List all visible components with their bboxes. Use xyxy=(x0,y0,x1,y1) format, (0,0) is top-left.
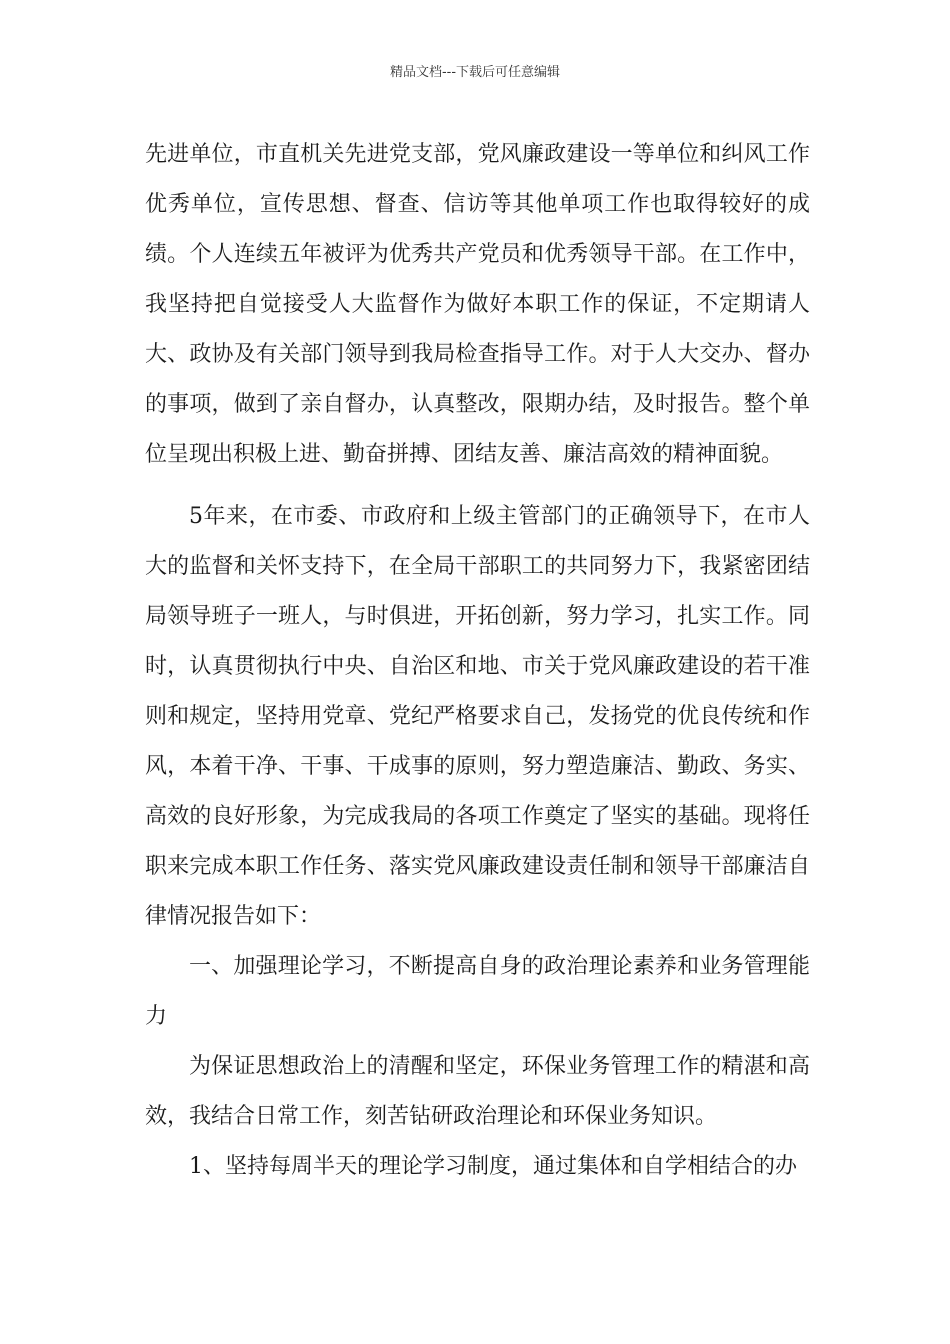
paragraph-continuation: 先进单位，市直机关先进党支部，党风廉政建设一等单位和纠风工作优秀单位，宣传思想、督查、信访等其他单项工作也取得较好的成绩。个人连续五年被评为优秀共产党员和优秀领导干部。在工作中，我坚持把自觉接受人大监督作为做好本职工作的保证，不定期请人大、政协及有关部门领导到我局检查指导工作。对于人大交办、督办的事项，做到了亲自督办，认真整改，限期办结，及时报告。整个单位呈现出积极上进、勤奋拼搏、团结友善、廉洁高效的精神面貌。 xyxy=(145,142,810,467)
paragraph-item-1: 1、坚持每周半天的理论学习制度，通过集体和自学相结合的办 xyxy=(189,1154,797,1179)
page-header: 精品文档---下载后可任意编辑 xyxy=(389,65,561,80)
paragraph-summary: 5年来，在市委、市政府和上级主管部门的正确领导下，在市人大的监督和关怀支持下，在全局干部职工的共同努力下，我紧密团结局领导班子一班人，与时俱进，开拓创新，努力学习，扎实工作。同时，认真贯彻执行中央、自治区和地、市关于党风廉政建设的若干准则和规定，坚持用党章、党纪严格要求自己，发扬党的优良传统和作风，本着干净、干事、干成事的原则，努力塑造廉洁、勤政、务实、高效的良好形象，为完成我局的各项工作奠定了坚实的基础。现将任职来完成本职工作任务、落实党风廉政建设责任制和领导干部廉洁自律情况报告如下： xyxy=(145,504,810,929)
section-heading: 一、加强理论学习，不断提高自身的政治理论素养和业务管理能力 xyxy=(145,954,810,1029)
paragraph-intro: 为保证思想政治上的清醒和坚定，环保业务管理工作的精湛和高效，我结合日常工作，刻苦钻研政治理论和环保业务知识。 xyxy=(145,1054,810,1129)
document-body xyxy=(145,130,810,1192)
